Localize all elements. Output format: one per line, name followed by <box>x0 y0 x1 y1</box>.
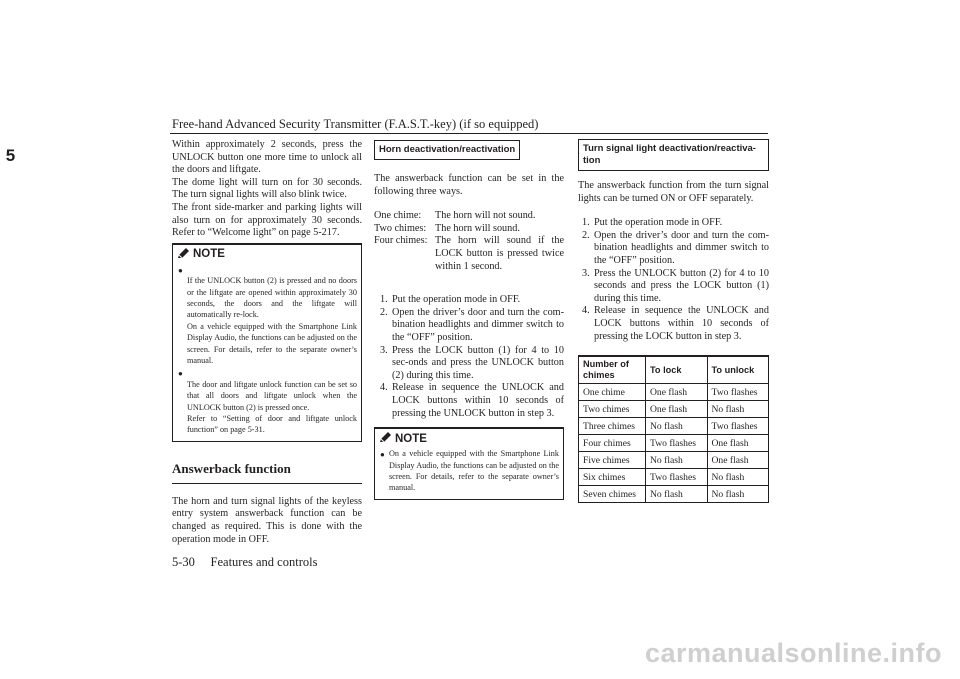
table-cell: Two flashes <box>707 418 769 435</box>
note-label: NOTE <box>193 248 225 261</box>
table-cell: No flash <box>646 452 708 469</box>
column-header: Number of chimes <box>579 356 646 384</box>
table-cell: Four chimes <box>579 435 646 452</box>
turn-signal-steps <box>578 217 769 343</box>
bullet-icon: ● <box>380 450 385 460</box>
column-header: To lock <box>646 356 708 384</box>
table-body <box>579 384 769 503</box>
way-item <box>374 223 564 236</box>
step-item <box>578 305 769 343</box>
step-item <box>374 345 564 383</box>
note-item <box>173 264 361 367</box>
note-box <box>374 427 564 500</box>
step-text: Press the LOCK button (1) for 4 to 10 sec-onds and press the UNLOCK button (2) during this time. <box>392 344 564 381</box>
step-number: 4. <box>582 305 590 317</box>
step-number: 3. <box>582 267 590 279</box>
table-cell: No flash <box>707 469 769 486</box>
watermark: carmanualsonline.info <box>644 638 942 668</box>
table-cell: One flash <box>707 452 769 469</box>
step-item <box>578 268 769 306</box>
right-column <box>578 139 769 503</box>
step-text: Release in sequence the UNLOCK and LOCK buttons within 10 seconds of pressing the LOCK button in step 3. <box>594 305 769 342</box>
way-term: Four chimes: <box>374 235 428 247</box>
bullet-icon: ● <box>178 369 183 379</box>
turn-signal-intro: The answerback function from the turn signal lights can be turned ON or OFF separately. <box>578 180 769 204</box>
step-number: 2. <box>582 229 590 241</box>
section-paragraph: The horn and turn signal lights of the keyless entry system answerback function can be changed as required. This is done with the operation mode in OFF. <box>172 495 362 545</box>
note-item <box>173 367 361 435</box>
page-header-title: Free-hand Advanced Security Transmitter (F.A.S.T.-key) (if so equipped) <box>172 117 539 131</box>
step-number: 1. <box>380 294 388 306</box>
way-item <box>374 210 564 223</box>
note-text: The door and liftgate unlock function can be set so that all doors and liftgate unlock when the UNLOCK button (2) is pressed once. Refer to “Setting of door and liftgate unlock function” on page 5-31. <box>187 379 357 435</box>
table-cell: No flash <box>646 418 708 435</box>
table-cell: One flash <box>646 401 708 418</box>
way-desc: The horn will not sound. <box>435 210 536 222</box>
way-desc: The horn will sound. <box>435 222 520 234</box>
intro-paragraph: Within approximately 2 seconds, press the UNLOCK button one more time to unlock all the doors and liftgate. The dome light will turn on for 30 seconds. The turn signal lights will also blink twice. The front side-marker and parking lights will also turn on for approximately 30 seconds. Refer to “Welcome light” on page 5-217. <box>172 139 362 239</box>
section-rule <box>172 483 362 484</box>
step-text: Put the operation mode in OFF. <box>594 217 723 229</box>
chapter-tab: 5 <box>5 146 16 165</box>
step-text: Open the driver’s door and turn the com-bination headlights and dimmer switch to the “OFF” position. <box>392 306 564 343</box>
step-item <box>374 307 564 345</box>
step-item <box>578 230 769 268</box>
pencil-icon <box>379 431 392 446</box>
table-cell: No flash <box>646 486 708 503</box>
table-row <box>579 401 769 418</box>
step-number: 3. <box>380 344 388 356</box>
turn-signal-heading-box: Turn signal light deactivation/reactiva-tion <box>578 139 769 171</box>
table-cell: No flash <box>707 486 769 503</box>
step-number: 2. <box>380 306 388 318</box>
way-desc: The horn will sound if the LOCK button is pressed twice within 1 second. <box>435 235 564 272</box>
note-box <box>172 243 362 442</box>
step-text: Release in sequence the UNLOCK and LOCK buttons within 10 seconds of pressing the UNLOCK button in step 3. <box>392 382 564 419</box>
horn-intro: The answerback function can be set in the following three ways. <box>374 173 564 197</box>
horn-steps <box>374 294 564 420</box>
left-column <box>172 139 362 546</box>
table-row <box>579 452 769 469</box>
way-term: One chime: <box>374 210 422 222</box>
step-item <box>374 382 564 420</box>
table-cell: Three chimes <box>579 418 646 435</box>
step-item <box>374 294 564 307</box>
bullet-icon: ● <box>178 265 183 275</box>
pencil-icon <box>177 247 190 262</box>
table-cell: Seven chimes <box>579 486 646 503</box>
step-number: 1. <box>582 217 590 229</box>
step-text: Open the driver’s door and turn the com-bination headlights and dimmer switch to the “OFF” position. <box>594 229 769 266</box>
table-cell: No flash <box>707 401 769 418</box>
table-row <box>579 435 769 452</box>
table-cell: One flash <box>707 435 769 452</box>
ways-list <box>374 210 564 273</box>
chime-table <box>578 355 769 503</box>
way-term: Two chimes: <box>374 222 427 234</box>
middle-column <box>374 139 564 500</box>
note-label: NOTE <box>395 432 427 445</box>
section-heading: Answerback function <box>172 460 291 476</box>
header-rule <box>170 133 768 134</box>
table-cell: Five chimes <box>579 452 646 469</box>
table-cell: Two flashes <box>707 384 769 401</box>
note-text: On a vehicle equipped with the Smartphone Link Display Audio, the functions can be adjusted on the screen. For details, refer to the separate owner’s manual. <box>389 449 559 493</box>
table-row <box>579 418 769 435</box>
table-cell: One flash <box>646 384 708 401</box>
step-item <box>578 217 769 230</box>
table-cell: Two flashes <box>646 435 708 452</box>
table-cell: One chime <box>579 384 646 401</box>
table-header-row <box>579 356 769 384</box>
table-cell: Two flashes <box>646 469 708 486</box>
column-header: To unlock <box>707 356 769 384</box>
footer-page-label: 5-30 Features and controls <box>172 555 318 569</box>
step-text: Put the operation mode in OFF. <box>392 294 521 306</box>
table-cell: Six chimes <box>579 469 646 486</box>
note-text: If the UNLOCK button (2) is pressed and no doors or the liftgate are opened within approximately 30 seconds, the doors and the liftgate will automatically re-lock. On a vehicle equipped with the Smartphone Link Display Audio, the functions can be adjusted on the screen. For details, refer to the separate owner’s manual. <box>187 276 357 365</box>
horn-heading-box: Horn deactivation/reactivation <box>374 140 520 160</box>
note-header <box>173 245 361 264</box>
note-header <box>375 429 563 448</box>
table-row <box>579 469 769 486</box>
table-row <box>579 384 769 401</box>
step-number: 4. <box>380 382 388 394</box>
way-item <box>374 235 564 273</box>
note-item <box>375 448 563 494</box>
table-row <box>579 486 769 503</box>
table-cell: Two chimes <box>579 401 646 418</box>
step-text: Press the UNLOCK button (2) for 4 to 10 seconds and press the LOCK button (1) during this time. <box>594 267 769 304</box>
